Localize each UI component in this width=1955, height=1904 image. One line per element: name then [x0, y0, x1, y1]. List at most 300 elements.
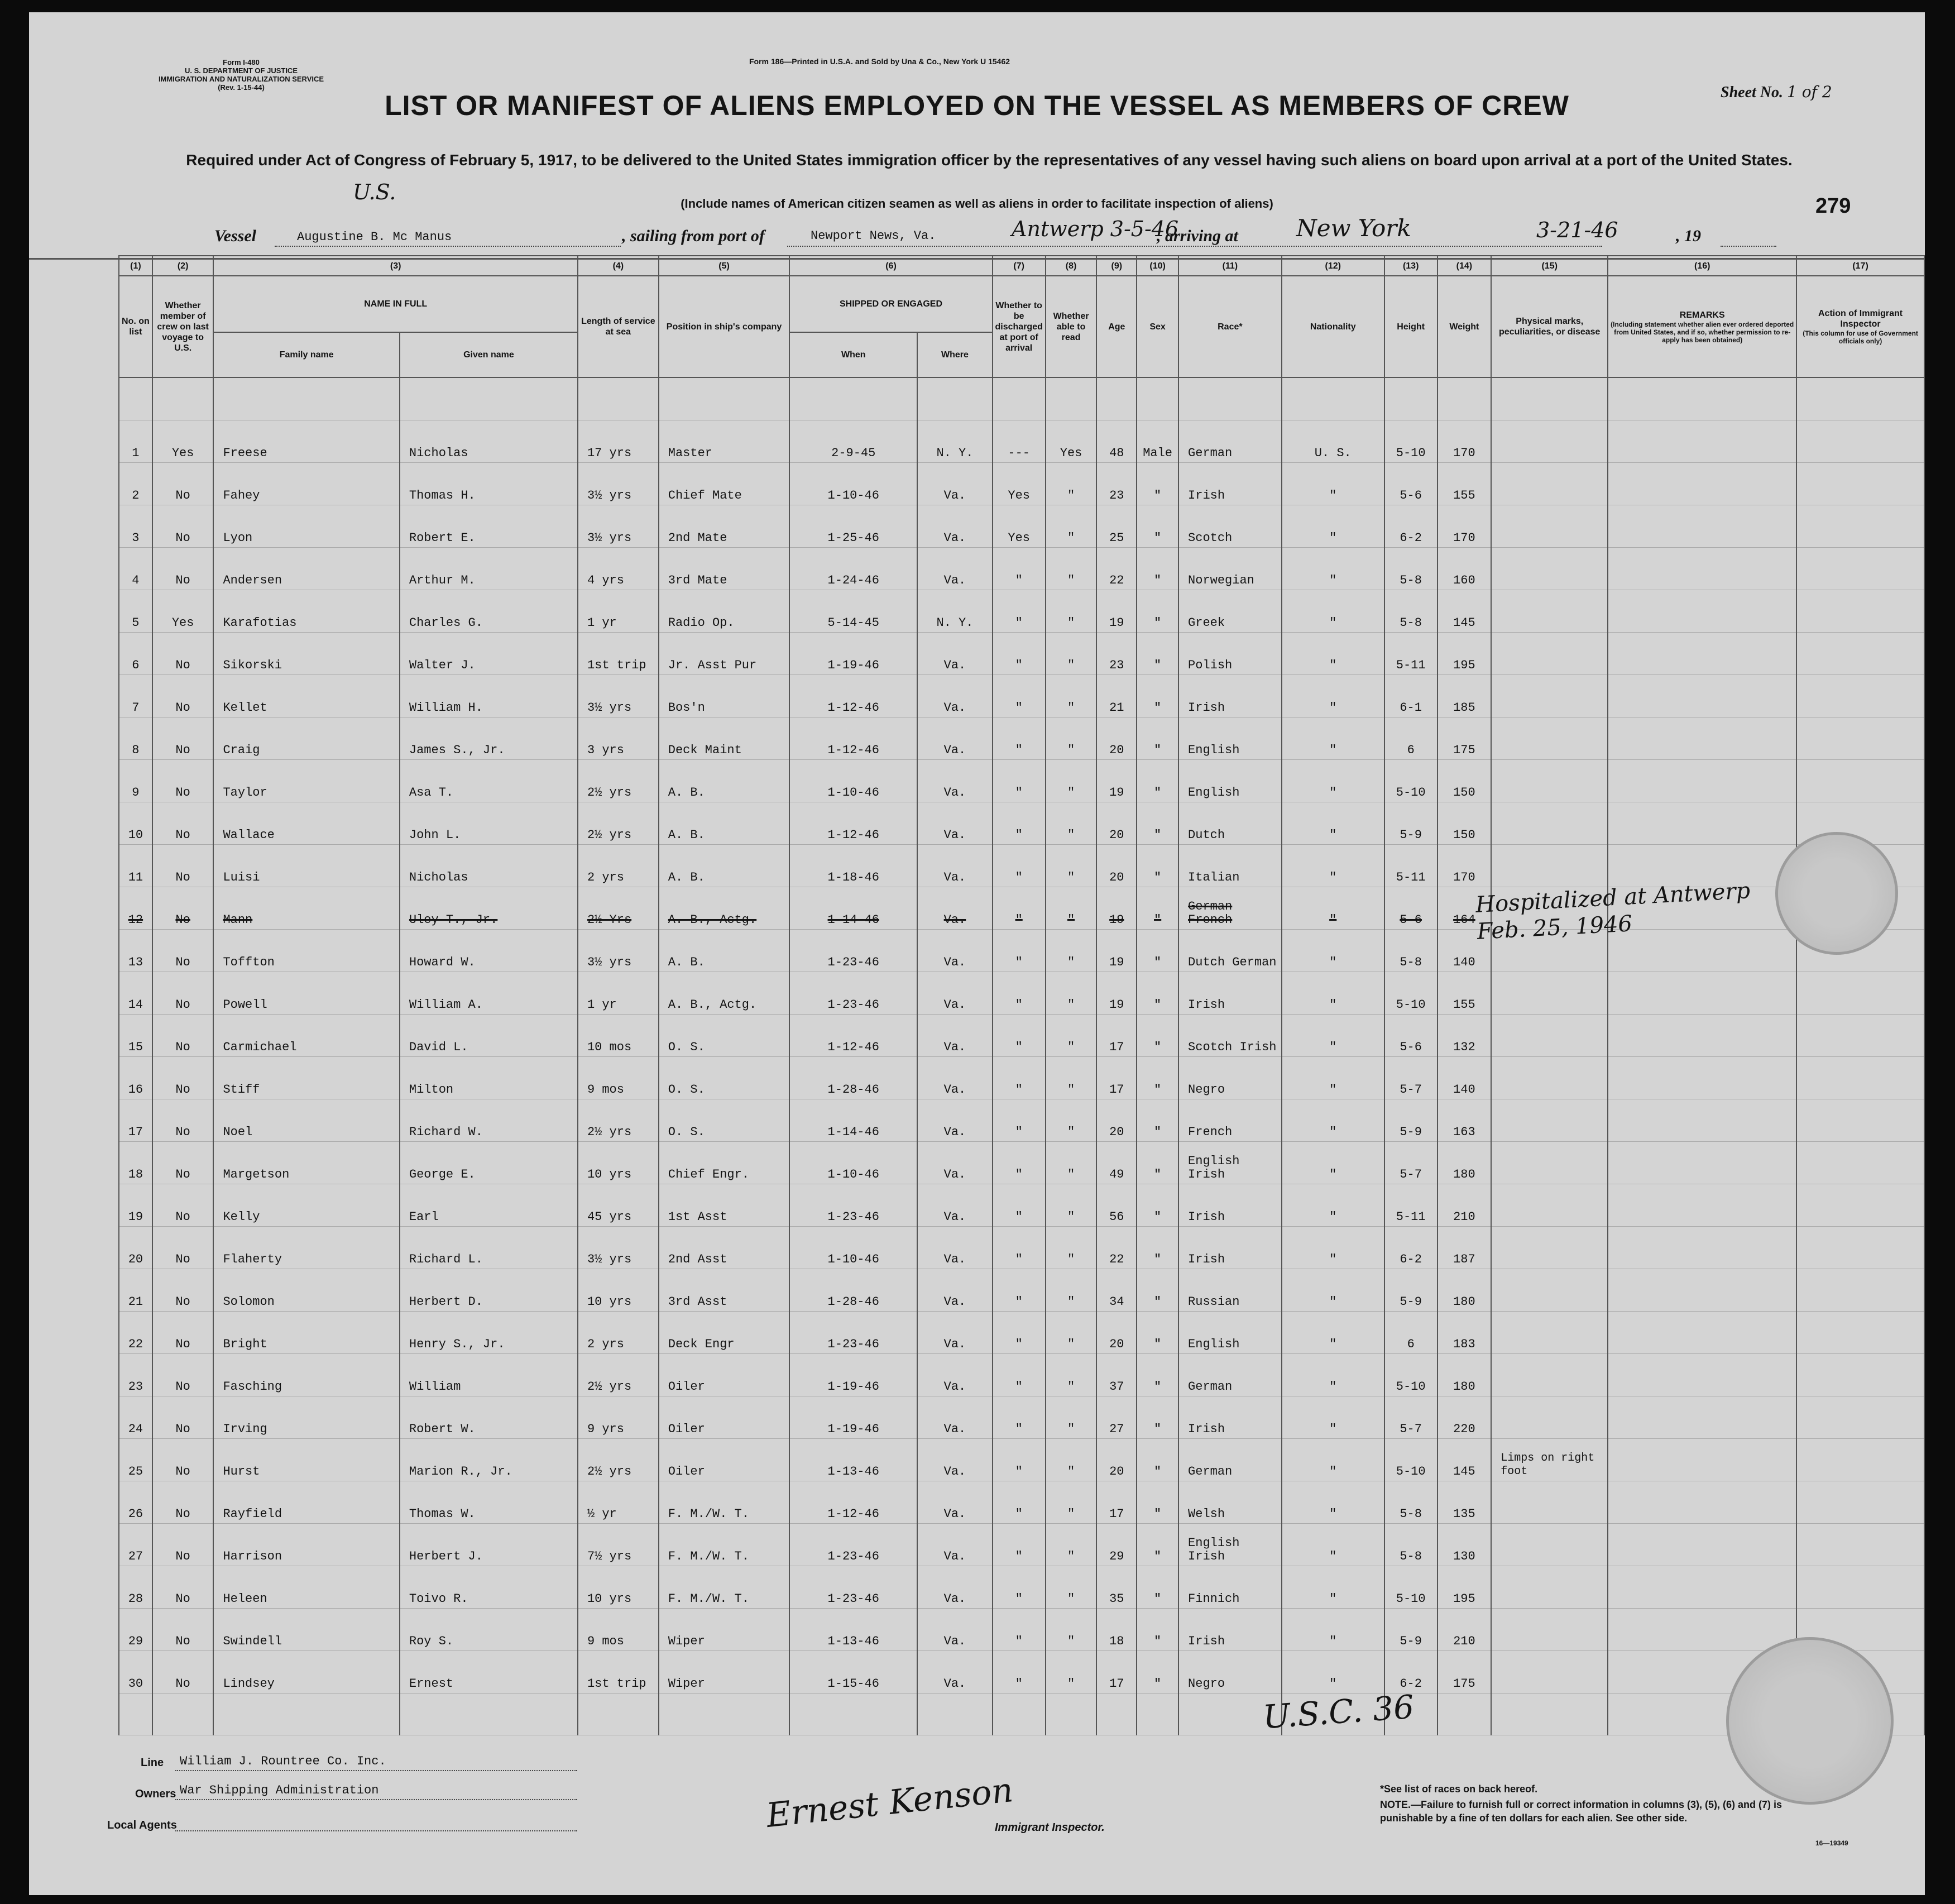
cell-marks: [1491, 717, 1608, 760]
cell-where: Va.: [917, 1609, 992, 1651]
cell-race: Irish: [1178, 463, 1282, 505]
cell-weight: 170: [1438, 505, 1492, 548]
cell-no: 3: [119, 505, 152, 548]
cell-when: 1-10-46: [789, 1142, 917, 1184]
cell-action: [1796, 675, 1924, 717]
cell-height: 6-2: [1384, 1227, 1438, 1269]
col-shipped-num: (6): [789, 256, 992, 276]
cell-height: 6: [1384, 717, 1438, 760]
cell-action: [1796, 633, 1924, 675]
cell-sex: ": [1137, 548, 1178, 590]
crew-row: [119, 675, 1924, 717]
cell-member: No: [152, 1057, 214, 1099]
cell-when: 1-23-46: [789, 1312, 917, 1354]
cell-service: 2½ yrs: [578, 1439, 659, 1481]
cell-marks: [1491, 1099, 1608, 1142]
cell-when: 1-13-46: [789, 1439, 917, 1481]
cell-sex: ": [1137, 675, 1178, 717]
hospitalized-remark: Hospitalized at Antwerp Feb. 25, 1946: [1475, 878, 1751, 945]
cell-nationality: ": [1282, 1312, 1384, 1354]
cell-race: Dutch German: [1178, 930, 1282, 972]
cell-height: 5-10: [1384, 972, 1438, 1015]
crew-row: [119, 1396, 1924, 1439]
cell-height: 5-10: [1384, 420, 1438, 463]
cell-read: ": [1046, 548, 1097, 590]
cell-when: 1-12-46: [789, 1481, 917, 1524]
cell-family: Toffton: [213, 930, 399, 972]
cell-member: No: [152, 1184, 214, 1227]
cell-where: Va.: [917, 1015, 992, 1057]
cell-service: 10 yrs: [578, 1142, 659, 1184]
cell-nationality: ": [1282, 1439, 1384, 1481]
cell-member: No: [152, 1269, 214, 1312]
cell-discharged: ": [993, 845, 1046, 887]
cell-sex: ": [1137, 1439, 1178, 1481]
cell-age: 56: [1096, 1184, 1137, 1227]
cell-race: English Irish: [1178, 1524, 1282, 1566]
cell-height: 5-7: [1384, 1142, 1438, 1184]
cell-service: 2½ yrs: [578, 1354, 659, 1396]
cell-height: 5-6: [1384, 463, 1438, 505]
cell-age: 22: [1096, 1227, 1137, 1269]
cell-member: No: [152, 845, 214, 887]
cell-action: [1796, 1566, 1924, 1609]
cell-nationality: ": [1282, 1227, 1384, 1269]
cell-no: 23: [119, 1354, 152, 1396]
cell-height: 6-2: [1384, 1651, 1438, 1693]
cell-marks: [1491, 1651, 1608, 1693]
cell-service: 10 mos: [578, 1015, 659, 1057]
cell-read: ": [1046, 1354, 1097, 1396]
cell-marks: [1491, 802, 1608, 845]
column-number-row: [119, 256, 1924, 276]
cell-age: 17: [1096, 1057, 1137, 1099]
cell-when: 1-25-46: [789, 505, 917, 548]
cell-discharged: Yes: [993, 505, 1046, 548]
requirement-text: Required under Act of Congress of February 5, 1917, to be delivered to the United States immigration officer by the representatives of any vessel having such aliens on board upon arrival at a port of the United States.: [186, 151, 1793, 169]
form-dept: U. S. DEPARTMENT OF JUSTICE: [185, 66, 298, 75]
cell-service: 3½ yrs: [578, 505, 659, 548]
cell-weight: 183: [1438, 1312, 1492, 1354]
cell-where: Va.: [917, 548, 992, 590]
cell-marks: [1491, 1142, 1608, 1184]
cell-read: ": [1046, 1609, 1097, 1651]
crew-row: [119, 505, 1924, 548]
cell-no: 14: [119, 972, 152, 1015]
col-read-header: Whether able to read: [1046, 276, 1097, 377]
crew-row: [119, 802, 1924, 845]
cell-age: 37: [1096, 1354, 1137, 1396]
cell-read: ": [1046, 1439, 1097, 1481]
cell-given: Charles G.: [400, 590, 578, 633]
col-sex-num: (10): [1137, 256, 1178, 276]
cell-age: 34: [1096, 1269, 1137, 1312]
col-race-num: (11): [1178, 256, 1282, 276]
cell-age: 19: [1096, 972, 1137, 1015]
cell-weight: 150: [1438, 802, 1492, 845]
cell-service: 4 yrs: [578, 548, 659, 590]
cell-age: 20: [1096, 1099, 1137, 1142]
cell-family: Fasching: [213, 1354, 399, 1396]
cell-sex: ": [1137, 802, 1178, 845]
cell-weight: 180: [1438, 1269, 1492, 1312]
cell-no: 28: [119, 1566, 152, 1609]
cell-where: Va.: [917, 633, 992, 675]
cell-read: ": [1046, 675, 1097, 717]
cell-nationality: ": [1282, 463, 1384, 505]
cell-weight: 210: [1438, 1184, 1492, 1227]
cell-where: Va.: [917, 760, 992, 802]
cell-marks: [1491, 633, 1608, 675]
cell-weight: 135: [1438, 1481, 1492, 1524]
crew-row: [119, 1184, 1924, 1227]
cell-nationality: ": [1282, 845, 1384, 887]
cell-family: Mann: [213, 887, 399, 930]
col-weight-header: Weight: [1438, 276, 1492, 377]
cell-sex: ": [1137, 1015, 1178, 1057]
inspection-stamp: [1726, 1637, 1894, 1805]
cell-given: Arthur M.: [400, 548, 578, 590]
cell-height: 5-9: [1384, 1269, 1438, 1312]
cell-position: Oiler: [659, 1354, 790, 1396]
cell-weight: 155: [1438, 972, 1492, 1015]
crew-row: [119, 1481, 1924, 1524]
cell-given: Marion R., Jr.: [400, 1439, 578, 1481]
cell-weight: 175: [1438, 1651, 1492, 1693]
sailing-port-handwritten: Antwerp 3-5-46: [1012, 217, 1179, 241]
cell-remarks: [1608, 420, 1796, 463]
cell-age: 17: [1096, 1481, 1137, 1524]
cell-action: [1796, 1396, 1924, 1439]
cell-sex: ": [1137, 1566, 1178, 1609]
cell-race: Dutch: [1178, 802, 1282, 845]
page-title: LIST OR MANIFEST OF ALIENS EMPLOYED ON THE VESSEL AS MEMBERS OF CREW: [385, 90, 1569, 121]
cell-marks: [1491, 1269, 1608, 1312]
cell-discharged: ": [993, 1015, 1046, 1057]
cell-nationality: ": [1282, 802, 1384, 845]
cell-given: Toivo R.: [400, 1566, 578, 1609]
cell-given: Henry S., Jr.: [400, 1312, 578, 1354]
cell-action: [1796, 590, 1924, 633]
cell-age: 17: [1096, 1015, 1137, 1057]
cell-race: German: [1178, 1354, 1282, 1396]
cell-sex: ": [1137, 505, 1178, 548]
cell-age: 19: [1096, 930, 1137, 972]
cell-remarks: [1608, 1566, 1796, 1609]
cell-height: 6: [1384, 1312, 1438, 1354]
cell-race: Welsh: [1178, 1481, 1282, 1524]
cell-family: Kellet: [213, 675, 399, 717]
cell-sex: ": [1137, 717, 1178, 760]
cell-age: 21: [1096, 675, 1137, 717]
col-name-header: NAME IN FULL: [213, 276, 577, 332]
cell-remarks: [1608, 1312, 1796, 1354]
cell-position: Bos'n: [659, 675, 790, 717]
cell-discharged: ": [993, 1524, 1046, 1566]
fine-note: NOTE.—Failure to furnish full or correct information in columns (3), (5), (6) and (7) is punishable by a fine of ten dollars for each alien. See other side.: [1380, 1799, 1782, 1824]
crew-row: [119, 1057, 1924, 1099]
col-no-header: No. on list: [119, 276, 152, 377]
cell-member: No: [152, 1015, 214, 1057]
cell-read: ": [1046, 887, 1097, 930]
cell-height: 5-11: [1384, 845, 1438, 887]
cell-member: Yes: [152, 420, 214, 463]
cell-sex: ": [1137, 1142, 1178, 1184]
cell-member: No: [152, 1099, 214, 1142]
cell-height: 5-6: [1384, 887, 1438, 930]
sheet-number-value: 1 of 2: [1787, 83, 1832, 101]
col-where-header: Where: [917, 332, 992, 377]
cell-position: 3rd Asst: [659, 1269, 790, 1312]
col-age-header: Age: [1096, 276, 1137, 377]
cell-action: [1796, 1227, 1924, 1269]
cell-read: ": [1046, 1057, 1097, 1099]
cell-when: 1-23-46: [789, 1184, 917, 1227]
cell-age: 22: [1096, 548, 1137, 590]
cell-nationality: ": [1282, 1015, 1384, 1057]
cell-service: 2½ Yrs: [578, 887, 659, 930]
cell-discharged: Yes: [993, 463, 1046, 505]
col-sex-header: Sex: [1137, 276, 1178, 377]
cell-action: [1796, 1184, 1924, 1227]
cell-position: O. S.: [659, 1057, 790, 1099]
cell-service: 10 yrs: [578, 1269, 659, 1312]
cell-given: George E.: [400, 1142, 578, 1184]
col-read-num: (8): [1046, 256, 1097, 276]
cell-remarks: [1608, 505, 1796, 548]
cell-height: 5-10: [1384, 1354, 1438, 1396]
form-code: (Rev. 1-15-44): [218, 83, 265, 92]
cell-when: 1-18-46: [789, 845, 917, 887]
cell-height: 5-9: [1384, 802, 1438, 845]
cell-action: [1796, 548, 1924, 590]
cell-discharged: ": [993, 675, 1046, 717]
cell-sex: ": [1137, 1524, 1178, 1566]
cell-service: 2½ yrs: [578, 1099, 659, 1142]
cell-sex: ": [1137, 760, 1178, 802]
spacer-row: [119, 377, 1924, 420]
cell-age: 19: [1096, 760, 1137, 802]
cell-race: Italian: [1178, 845, 1282, 887]
cell-race: Irish: [1178, 1396, 1282, 1439]
cell-family: Karafotias: [213, 590, 399, 633]
cell-discharged: ": [993, 1651, 1046, 1693]
cell-service: 2½ yrs: [578, 760, 659, 802]
cell-remarks: [1608, 1396, 1796, 1439]
cell-where: Va.: [917, 1439, 992, 1481]
cell-family: Heleen: [213, 1566, 399, 1609]
cell-family: Irving: [213, 1396, 399, 1439]
cell-given: Thomas W.: [400, 1481, 578, 1524]
cell-race: English: [1178, 760, 1282, 802]
cell-height: 5-10: [1384, 1439, 1438, 1481]
col-member-header: Whether member of crew on last voyage to U.S.: [152, 276, 214, 377]
cell-remarks: [1608, 1269, 1796, 1312]
cell-marks: [1491, 1609, 1608, 1651]
vessel-label: Vessel: [214, 227, 256, 245]
cell-discharged: ": [993, 1184, 1046, 1227]
cell-service: 3½ yrs: [578, 463, 659, 505]
cell-service: 9 yrs: [578, 1396, 659, 1439]
cell-age: 23: [1096, 633, 1137, 675]
header-row-upper: [119, 276, 1924, 332]
cell-sex: ": [1137, 972, 1178, 1015]
cell-where: Va.: [917, 1184, 992, 1227]
col-height-header: Height: [1384, 276, 1438, 377]
vessel-name: Augustine B. Mc Manus: [297, 230, 452, 244]
cell-given: Roy S.: [400, 1609, 578, 1651]
crew-row: [119, 633, 1924, 675]
col-action-title: Action of Immigrant Inspector: [1818, 309, 1903, 329]
cell-member: No: [152, 1609, 214, 1651]
cell-nationality: ": [1282, 1609, 1384, 1651]
cell-family: Craig: [213, 717, 399, 760]
cell-when: 1-23-46: [789, 1566, 917, 1609]
col-position-header: Position in ship's company: [659, 276, 790, 377]
cell-position: O. S.: [659, 1099, 790, 1142]
cell-marks: [1491, 505, 1608, 548]
cell-no: 9: [119, 760, 152, 802]
cell-age: 20: [1096, 802, 1137, 845]
col-when-header: When: [789, 332, 917, 377]
cell-when: 1-14-46: [789, 1099, 917, 1142]
cell-discharged: ": [993, 1312, 1046, 1354]
col-remarks-sub: (Including statement whether alien ever ordered deported from United States, and if so, whether permission to re-apply has been obtained): [1611, 320, 1794, 344]
cell-sex: ": [1137, 1651, 1178, 1693]
cell-marks: [1491, 1015, 1608, 1057]
sheet-number-label: Sheet No.: [1721, 84, 1783, 101]
cell-action: [1796, 463, 1924, 505]
crew-manifest-table: [118, 255, 1925, 1735]
cell-no: 29: [119, 1609, 152, 1651]
cell-weight: 170: [1438, 845, 1492, 887]
cell-no: 8: [119, 717, 152, 760]
cell-where: Va.: [917, 972, 992, 1015]
cell-given: Earl: [400, 1184, 578, 1227]
cell-no: 22: [119, 1312, 152, 1354]
cell-position: F. M./W. T.: [659, 1524, 790, 1566]
include-note: (Include names of American citizen seamen as well as aliens in order to facilitate inspection of aliens): [681, 197, 1273, 211]
cell-member: No: [152, 633, 214, 675]
cell-member: No: [152, 1524, 214, 1566]
cell-no: 17: [119, 1099, 152, 1142]
cell-race: Irish: [1178, 675, 1282, 717]
cell-weight: 164: [1438, 887, 1492, 930]
cell-action: [1796, 505, 1924, 548]
cell-position: 1st Asst: [659, 1184, 790, 1227]
col-service-header: Length of service at sea: [578, 276, 659, 377]
cell-position: 2nd Mate: [659, 505, 790, 548]
cell-member: No: [152, 760, 214, 802]
cell-family: Noel: [213, 1099, 399, 1142]
crew-row: [119, 760, 1924, 802]
cell-height: 5-11: [1384, 1184, 1438, 1227]
cell-discharged: ": [993, 717, 1046, 760]
cell-service: 2½ yrs: [578, 802, 659, 845]
cell-action: [1796, 1099, 1924, 1142]
cell-family: Andersen: [213, 548, 399, 590]
cell-where: Va.: [917, 1396, 992, 1439]
cell-family: Lyon: [213, 505, 399, 548]
cell-action: [1796, 1439, 1924, 1481]
cell-family: Hurst: [213, 1439, 399, 1481]
cell-where: Va.: [917, 1142, 992, 1184]
cell-weight: 175: [1438, 717, 1492, 760]
cell-family: Flaherty: [213, 1227, 399, 1269]
col-given-header: Given name: [400, 332, 578, 377]
crew-row: [119, 463, 1924, 505]
col-service-num: (4): [578, 256, 659, 276]
cell-service: 1 yr: [578, 590, 659, 633]
cell-read: Yes: [1046, 420, 1097, 463]
cell-given: Asa T.: [400, 760, 578, 802]
cell-marks: [1491, 972, 1608, 1015]
cell-no: 27: [119, 1524, 152, 1566]
cell-when: 1-14-46: [789, 887, 917, 930]
line-value: William J. Rountree Co. Inc.: [180, 1754, 386, 1768]
cell-age: 23: [1096, 463, 1137, 505]
cell-family: Rayfield: [213, 1481, 399, 1524]
cell-sex: ": [1137, 887, 1178, 930]
cell-nationality: ": [1282, 1057, 1384, 1099]
cell-member: No: [152, 1354, 214, 1396]
cell-discharged: ": [993, 972, 1046, 1015]
cell-weight: 140: [1438, 930, 1492, 972]
cell-member: No: [152, 1566, 214, 1609]
crew-row: [119, 420, 1924, 463]
cell-position: Wiper: [659, 1609, 790, 1651]
cell-discharged: ": [993, 930, 1046, 972]
cell-marks: [1491, 548, 1608, 590]
cell-no: 1: [119, 420, 152, 463]
cell-weight: 170: [1438, 420, 1492, 463]
cell-given: Robert W.: [400, 1396, 578, 1439]
cell-marks: [1491, 760, 1608, 802]
cell-height: 6-2: [1384, 505, 1438, 548]
cell-nationality: ": [1282, 760, 1384, 802]
cell-remarks: [1608, 1481, 1796, 1524]
cell-remarks: [1608, 1184, 1796, 1227]
cell-marks: [1491, 1227, 1608, 1269]
cell-remarks: [1608, 675, 1796, 717]
cell-when: 1-12-46: [789, 717, 917, 760]
cell-position: 2nd Asst: [659, 1227, 790, 1269]
col-action-sub: (This column for use of Government officials only): [1803, 329, 1918, 345]
cell-height: 6-1: [1384, 675, 1438, 717]
cell-action: [1796, 1312, 1924, 1354]
cell-age: 20: [1096, 845, 1137, 887]
cell-discharged: ": [993, 1566, 1046, 1609]
cell-nationality: ": [1282, 1354, 1384, 1396]
cell-no: 24: [119, 1396, 152, 1439]
cell-family: Luisi: [213, 845, 399, 887]
cell-marks: [1491, 1566, 1608, 1609]
cell-race: Norwegian: [1178, 548, 1282, 590]
printer-line: Form 186—Printed in U.S.A. and Sold by Una & Co., New York U 15462: [749, 57, 1010, 66]
cell-race: Russian: [1178, 1269, 1282, 1312]
cell-race: Greek: [1178, 590, 1282, 633]
cell-read: ": [1046, 1142, 1097, 1184]
cell-where: Va.: [917, 717, 992, 760]
cell-weight: 180: [1438, 1142, 1492, 1184]
cell-discharged: ": [993, 590, 1046, 633]
cell-sex: ": [1137, 1312, 1178, 1354]
cell-service: 1st trip: [578, 1651, 659, 1693]
crew-row: [119, 1566, 1924, 1609]
cell-family: Kelly: [213, 1184, 399, 1227]
cell-discharged: ": [993, 1269, 1046, 1312]
cell-no: 16: [119, 1057, 152, 1099]
